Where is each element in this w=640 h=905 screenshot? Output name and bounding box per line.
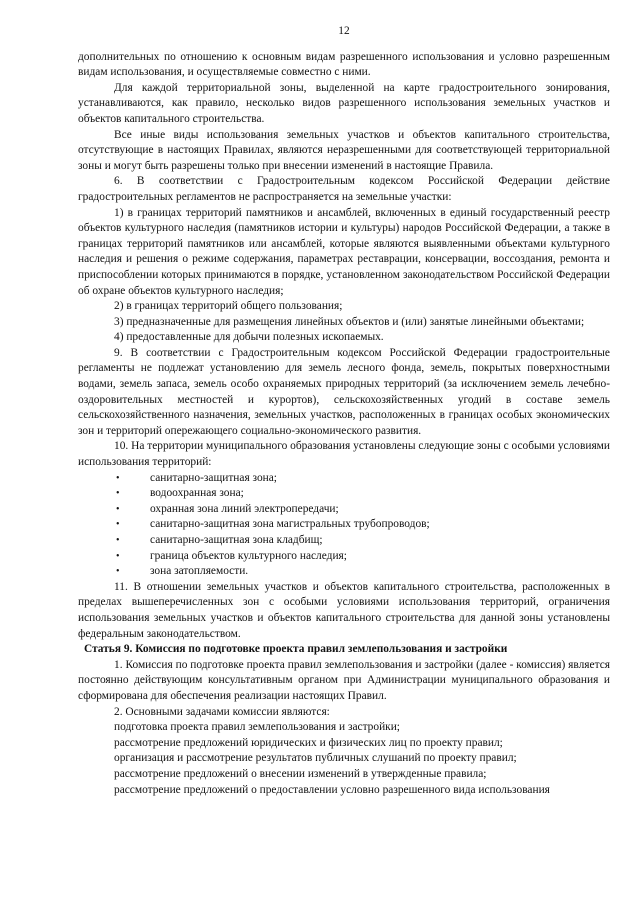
bullet-icon: • (116, 566, 120, 578)
paragraph: 4) предоставленные для добычи полезных ископаемых. (114, 331, 384, 344)
paragraph: Все иные виды использования земельных участков и объектов капитального строительства, отсутствующие в настоящих Правилах, являются неразрешенными для соответствующей территориальной зоны и могут быть разрешены только при внесении изменений в настоящие Правила. (78, 128, 610, 172)
paragraph: 10. На территории муниципального образования установлены следующие зоны с особыми условиями использования территорий: (78, 440, 610, 469)
list-item-text: граница объектов культурного наследия; (150, 549, 347, 562)
list-item-text: охранная зона линий электропередачи; (150, 502, 339, 515)
article-heading: Статья 9. Комиссия по подготовке проекта правил землепользования и застройки (84, 643, 508, 656)
list-item (78, 517, 610, 533)
list-item (78, 471, 610, 487)
zones-list (78, 471, 610, 580)
list-item (78, 502, 610, 518)
paragraph: 11. В отношении земельных участков и объектов капитального строительства, расположенных в пределах вышеперечисленных зон с особыми условиями использования территорий, ограничения использования земельных участков и объектов капитального строительства для данной зоны установлены федеральным законодательством. (78, 580, 610, 640)
paragraph: 6. В соответствии с Градостроительным кодексом Российской Федерации действие градостроительных регламентов не распространяется на земельные участки: (78, 175, 610, 203)
list-item-text: санитарно-защитная зона магистральных трубопроводов; (150, 518, 430, 531)
list-item-text: санитарно-защитная зона кладбищ; (150, 534, 323, 546)
paragraph: 2) в границах территорий общего пользования; (114, 300, 343, 313)
paragraph: 9. В соответствии с Градостроительным кодексом Российской Федерации градостроительные регламенты не подлежат установлению для земель лесного фонда, земель, покрытых поверхностными водами, земель запаса, земель особо охраняемых природных территорий (за исключением земель лечебно-оздоровительных местностей и курортов), сельскохозяйственных угодий в составе земель сельскохозяйственного назначения, земельных участков, расположенных в границах особых экономических зон и территорий опережающего социально-экономического развития. (78, 346, 610, 437)
list-item-text: водоохранная зона; (150, 487, 244, 500)
bullet-icon: • (116, 519, 120, 531)
bullet-icon: • (116, 550, 120, 562)
list-item-text: санитарно-защитная зона; (150, 471, 277, 484)
bullet-icon: • (116, 488, 120, 500)
paragraph: Для каждой территориальной зоны, выделенной на карте градостроительного зонирования, устанавливаются, как правило, несколько видов разрешенного использования земельных участков и объектов капитального строительства. (78, 81, 610, 125)
bullet-icon: • (116, 503, 120, 515)
paragraph: 1. Комиссия по подготовке проекта правил землепользования и застройки (далее - комиссия) является постоянно действующим консультативным органом при Администрации муниципального образования и сформирована для обеспечения реализации настоящих Правил. (78, 658, 610, 702)
page-number: 12 (338, 25, 350, 37)
paragraph: рассмотрение предложений о внесении изменений в утвержденные правила; (114, 767, 487, 780)
paragraph: организация и рассмотрение результатов публичных слушаний по проекту правил; (114, 752, 517, 765)
bullet-icon: • (116, 472, 120, 484)
list-item (78, 564, 610, 580)
paragraph: рассмотрение предложений о предоставлении условно разрешенного вида использования (114, 783, 550, 796)
bullet-icon: • (116, 535, 120, 546)
document-page (78, 24, 610, 798)
paragraph: рассмотрение предложений юридических и физических лиц по проекту правил; (114, 736, 503, 749)
list-item (78, 486, 610, 502)
paragraph: подготовка проекта правил землепользования и застройки; (114, 721, 400, 734)
paragraph: дополнительных по отношению к основным видам разрешенного использования и условно разрешенным видам использования, и осуществляемые совместно с ними. (78, 50, 610, 79)
list-item (78, 549, 610, 565)
list-item-text: зона затопляемости. (150, 565, 249, 578)
paragraph: 1) в границах территорий памятников и ансамблей, включенных в единый государственный реестр объектов культурного наследия (памятников истории и культуры) народов Российской Федерации, а также в границах территорий памятников или ансамблей, которые являются выявленными объектами культурного наследия и решения о режиме содержания, параметрах реставрации, консервации, воссоздания, ремонта и приспособлении которых принимаются в порядке, установленном законодательством Российской Федерации об охране объектов культурного наследия; (78, 206, 610, 297)
list-item (78, 533, 610, 549)
paragraph: 2. Основными задачами комиссии являются: (114, 705, 330, 718)
paragraph: 3) предназначенные для размещения линейных объектов и (или) занятые линейными объектами; (114, 315, 585, 328)
